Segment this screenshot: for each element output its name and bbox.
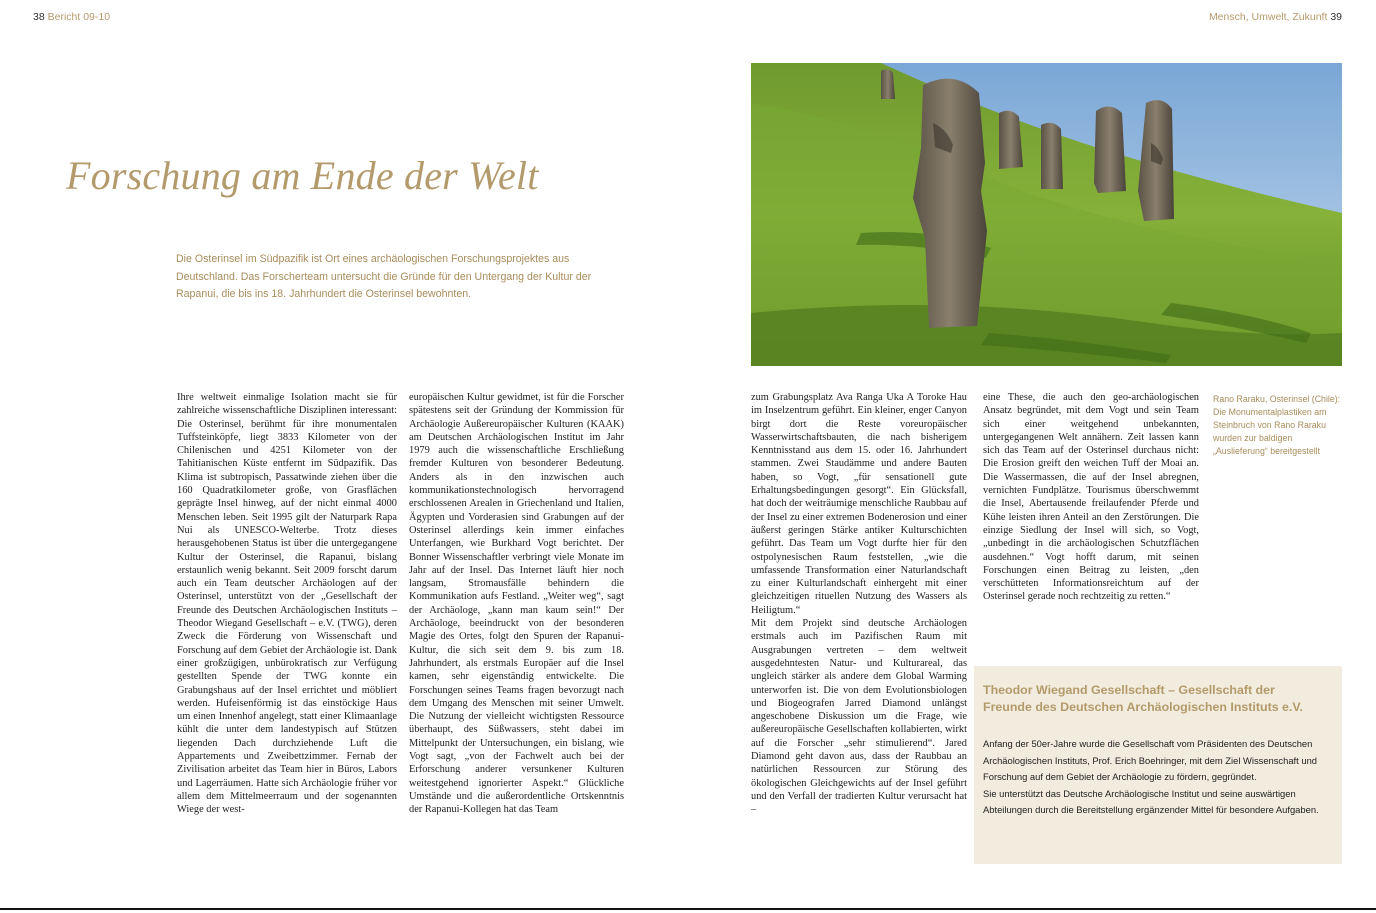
body-column-3 xyxy=(751,391,967,817)
article-title: Forschung am Ende der Welt xyxy=(66,153,539,198)
info-box-title: Theodor Wiegand Gesellschaft – Gesellschaft der Freunde des Deutschen Archäologischen Instituts e.V. xyxy=(983,683,1303,714)
running-header-left xyxy=(33,11,110,23)
body-column-4 xyxy=(983,391,1199,604)
bottom-rule xyxy=(0,908,1376,910)
info-box xyxy=(974,666,1342,864)
body-paragraph: eine These, die auch den geo-archäologischen Ansatz begründet, mit dem Vogt und sein Team sich einer weitgehend unbekannten, untergegangenen Welt annähern. Zeit lassen kann sich das Team auf der Osterinsel durchaus nicht: Die Erosion greift den weichen Tuff der Moai an. Die Wassermassen, die auf der Insel abregnen, vernichten Fundplätze. Tourismus überschwemmt die Insel, Abertausende freilaufender Pferde und Kühe leisten ihren Anteil an den Zerstörungen. Die einzige Siedlung der Insel will sich, so Vogt, „unbedingt in die archäologischen Schutzflächen ausdehnen.“ Vogt hofft darum, mit seinen Forschungen einen Beitrag zu leisten, „den verschütteten Informationsreichtum auf der Osterinsel gerade noch rechtzeitig zu retten.“ xyxy=(983,392,1199,603)
info-box-paragraph: Anfang der 50er-Jahre wurde die Gesellschaft vom Präsidenten des Deutschen Archäologischen Instituts, Prof. Erich Boehringer, mit dem Ziel Wissenschaft und Forschung auf dem Gebiet der Archäologie zu fördern, gegründet. xyxy=(983,738,1318,782)
info-box-paragraph: Sie unterstützt das Deutsche Archäologische Institut und seine auswärtigen Abteilungen durch die Bereitstellung ergänzender Mittel für besondere Aufgaben. xyxy=(983,787,1319,815)
body-paragraph: Mit dem Projekt sind deutsche Archäologen erstmals auch im Pazifischen Raum mit Ausgrabungen vertreten – dem weltweit ausgedehntesten Natur- und Kulturareal, das ungleich stärker als andere dem Global Warming unterworfen ist. Die von dem Evolutionsbiologen und Biogeografen Jarred Diamond unlängst angeschobene Diskussion um die Frage, wie außereuropäische Gesellschaften kollabierten, wirkt auf die Forscher „sehr stimulierend“. Jared Diamond geht davon aus, dass der Raubbau an natürlichen Ressourcen zur Störung des ökologischen Gleichgewichts auf der Insel geführt und den Verfall der tradierten Kultur verursacht hat – xyxy=(751,618,967,816)
page-number-right: 39 xyxy=(1330,11,1342,23)
publication-label: Bericht 09-10 xyxy=(47,11,111,23)
body-paragraph: Ihre weltweit einmalige Isolation macht sie für zahlreiche wissenschaftliche Disziplinen interessant: Die Osterinsel, berühmt für ihre monumentalen Tuffsteinköpfe, liegt 3833 Kilometer von der Chilenischen und 4251 Kilometer von der Tahitianischen Küste entfernt im Südpazifik. Das Klima ist subtropisch, Passatwinde ziehen über die 160 Quadratkilometer große, von Grasflächen geprägte Insel hinweg, auf der nicht einmal 4000 Menschen leben. Seit 1995 gilt der Naturpark Rapa Nui als UNESCO-Welterbe. Trotz dieses herausgehobenen Status ist über die untergegangene Kultur der Osterinsel, die Rapanui, bislang erstaunlich wenig bekannt. Seit 2009 forscht darum auch ein Team deutscher Archäologen auf der Osterinsel, unterstützt von der „Gesellschaft der Freunde des Deutschen Archäologischen Instituts – Theodor Wiegand Gesellschaft – e.V. (TWG), deren Zweck die Förderung von Wissenschaft und Forschung auf dem Gebiet der Archäologie ist. Dank einer großzügigen, unbürokratisch zur Verfügung gestellten Spende der TWG konnte ein Grabungshaus auf der Insel errichtet und möbliert werden. Hufeisenförmig ist das einstöckige Haus um einen Innenhof angelegt, statt einer Klimaanlage kühlt die unter dem landestypisch auf Stützen liegenden Dach durchziehende Luft die Appartements und Zweibettzimmer. Fernab der Zivilisation arbeitet das Team hier in Büros, Labors und Lagerräumen. Hatte sich Archäologie früher vor allem dem Mittelmeerraum und der sogenannten Wiege der west- xyxy=(177,392,397,816)
body-column-2 xyxy=(409,391,624,817)
section-label: Mensch, Umwelt, Zukunft xyxy=(1208,11,1328,23)
info-box-body xyxy=(983,736,1323,819)
moai-photo xyxy=(751,63,1342,366)
body-column-1 xyxy=(177,391,397,817)
page-number-left: 38 xyxy=(33,11,45,23)
running-header-right xyxy=(1209,11,1342,23)
body-paragraph: europäischen Kultur gewidmet, ist für die Forscher spätestens seit der Gründung der Kommission für Archäologie Außereuropäischer Kulturen (KAAK) am Deutschen Archäologischen Institut im Jahr 1979 auch die wissenschaftliche Erschließung fremder Kulturen von besonderer Bedeutung. Anders als in den inzwischen auch kommunikationstechnologisch hervorragend erschlossenen Arealen in Griechenland und Italien, Ägypten und Vorderasien sind Grabungen auf der Osterinsel allerdings kein immer einfaches Unterfangen, wie Burkhard Vogt berichtet. Der Bonner Wissenschaftler verbringt viele Monate im Jahr auf der Insel. Das Internet läuft hier noch langsam, Stromausfälle behindern die Kommunikation aufs Festland. „Weiter weg“, sagt der Archäologe, „kann man kaum sein!“ Der Archäologe, beeindruckt von der besonderen Magie des Ortes, folgt den Spuren der Rapanui-Kultur, die sich seit dem 9. bis zum 18. Jahrhundert, als erstmals Europäer auf die Insel kamen, sehr eigenständig entwickelte. Die Forschungen seines Teams fragen bevorzugt nach dem Umgang des Menschen mit seiner Umwelt. Die Nutzung der vielleicht wichtigsten Ressource überhaupt, des Süßwassers, steht dabei im Mittelpunkt der Untersuchungen, ein bislang, wie Vogt sagt, „von der Fachwelt auch bei der Erforschung anderer versunkener Kulturen weitestgehend ignorierter Aspekt.“ Glückliche Umstände und die außerordentliche Ortskenntnis der Rapanui-Kollegen hat das Team xyxy=(409,392,624,816)
body-paragraph: zum Grabungsplatz Ava Ranga Uka A Toroke Hau im Inselzentrum geführt. Ein kleiner, enger Canyon birgt dort die Reste voreuropäischer Wasserwirtschaftsbauten, die nach bisherigem Kenntnisstand aus dem 15. oder 16. Jahrhundert stammen. Zwei Staudämme und andere Bauten haben, so Vogt, „für sensationell gute Erhaltungsbedingungen gesorgt“. Ein Glücksfall, hat doch der weiträumige menschliche Raubbau auf der Insel zu einer extremen Bodenerosion und einer äußerst geringen Stärke antiker Kulturschichten geführt. Das Team um Vogt durfte hier für den ostpolynesischen Raum feststellen, „wie die umfassende Transformation einer Naturlandschaft zu einer Kulturlandschaft einhergeht mit einer gleichzeitigen rituellen Nutzung des Wassers als Heiligtum.“ xyxy=(751,392,967,616)
article-lead: Die Osterinsel im Südpazifik ist Ort eines archäologischen Forschungsprojektes aus Deutschland. Das Forscherteam untersucht die Gründe für den Untergang der Kultur der Rapanui, die bis ins 18. Jahrhundert die Osterinsel bewohnten. xyxy=(176,253,592,301)
photo-caption: Rano Raraku, Osterinsel (Chile): Die Monumentalplastiken am Steinbruch von Rano Raraku wurden zur baldigen „Auslieferung“ bereitgestellt xyxy=(1213,394,1341,456)
